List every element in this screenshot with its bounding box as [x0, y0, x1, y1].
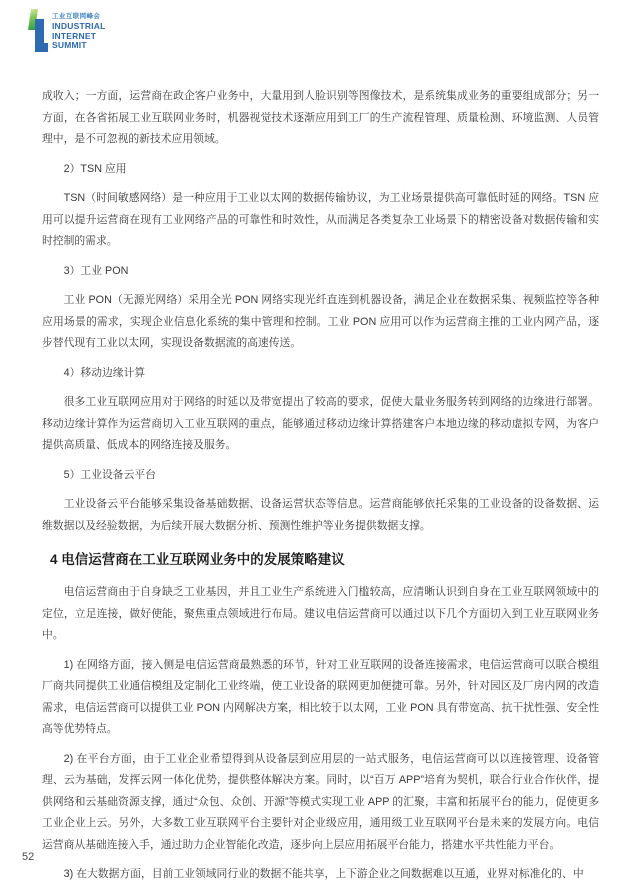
list-item-body-tsn: TSN（时间敏感网络）是一种应用于工业以太网的数据传输协议，为工业场景提供高可靠低时延的网络。TSN 应用可以提升运营商在现有工业网络产品的可靠性和时效性，从而满足各类复杂工业场景下的精密设备对数据传输和实时控制的需求。 [42, 192, 599, 247]
logo-title-en-line1: INDUSTRIAL [52, 21, 106, 31]
logo-title-en-line3: SUMMIT [52, 40, 87, 50]
paragraph-strategy-intro: 电信运营商由于自身缺乏工业基因，并且工业生产系统进入门槛较高，应清晰认识到自身在工业互联网领域中的定位，立足连接，做好使能，聚焦重点领域进行布局。建议电信运营商可以通过以下几个方面切入到工业互联网业务中。 [42, 586, 599, 641]
paragraph-machine-vision-continuation: 成收入；一方面，运营商在政企客户业务中，大量用到人脸识别等图像技术，是系统集成业务的重要组成部分；另一方面，在各省拓展工业互联网业务时，机器视觉技术逐渐应用到工厂的生产流程管理、质量检测、环境监测、人员管理中，是不可忽视的新技术应用领域。 [42, 90, 599, 145]
list-item-body-mobile-edge-computing: 很多工业互联网应用对于网络的时延以及带宽提出了较高的要求，促使大量业务服务转到网络的边缘进行部署。移动边缘计算作为运营商切入工业互联网的重点，能够通过移动边缘计算搭建客户本地边缘的移动虚拟专网，为客户提供高质量、低成本的网络连接及服务。 [42, 396, 599, 451]
paragraph-strategy-network: 1) 在网络方面，接入侧是电信运营商最熟悉的环节，针对工业互联网的设备连接需求，电信运营商可以联合模组厂商共同提供工业通信模组及定制化工业终端，使工业设备的联网更加便捷可靠。另外，针对园区及厂房内网的改造需求，电信运营商可以提供工业 PON 内网解决方案，相比较于以太网，工业 PON 具有带宽高、抗干扰性强、安全性高等优势特点。 [42, 658, 599, 735]
paragraph-strategy-platform: 2) 在平台方面，由于工业企业希望得到从设备层到应用层的一站式服务，电信运营商可以以连接管理、设备管理、云为基础，发挥云网一体化优势，提供整体解决方案。同时，以“百万 APP”培育为契机，联合行业合作伙伴，提供网络和云基础资源支撑，通过“众包、众创、开源”等模式实现工业 APP 的汇聚，丰富和拓展平台的能力，促使更多工业企业上云。另外，大多数工业互联网平台主要针对企业级应用，通用级工业互联网平台是未来的发展方向。电信运营商从基础连接入手，通过助力企业智能化改造，逐步向上层应用拓展平台能力，搭建水平共性能力平台。 [42, 752, 599, 851]
section-heading-chapter-4: 4 电信运营商在工业互联网业务中的发展策略建议 [50, 552, 345, 567]
logo-blue-vertical-shape [35, 19, 44, 45]
logo-text [52, 9, 105, 51]
list-item-label-tsn: 2）TSN 应用 [63, 162, 127, 175]
list-item-label-industrial-pon: 3）工业 PON [63, 264, 129, 277]
page-number: 52 [22, 851, 35, 863]
logo-blue-foot-shape [35, 43, 48, 52]
list-item-label-device-cloud-platform: 5）工业设备云平台 [63, 468, 156, 481]
paragraph-strategy-bigdata-truncated: 3) 在大数据方面，目前工业领域同行业的数据不能共享，上下游企业之间数据难以互通，业界对标准化的、中 [63, 868, 584, 880]
page-content [42, 86, 599, 887]
list-item-body-device-cloud-platform: 工业设备云平台能够采集设备基础数据、设备运营状态等信息。运营商能够依托采集的工业设备的设备数据、运维数据以及经验数据，为后续开展大数据分析、预测性维护等业务提供数据支撑。 [42, 498, 599, 532]
list-item-body-industrial-pon: 工业 PON（无源光网络）采用全光 PON 网络实现光纤直连到机器设备，满足企业在数据采集、视频监控等各种应用场景的需求，实现企业信息化系统的集中管理和控制。工业 PON 应用可以作为运营商主推的工业内网产品，逐步替代现有工业以太网，实现设备数据流的高速传送。 [42, 294, 599, 349]
logo [30, 9, 105, 53]
list-item-label-mobile-edge-computing: 4）移动边缘计算 [63, 366, 146, 379]
industrial-internet-summit-logo-icon [30, 9, 48, 53]
logo-title-en-line2: INTERNET [52, 30, 97, 41]
logo-title-cn: 工业互联网峰会 [52, 13, 101, 20]
